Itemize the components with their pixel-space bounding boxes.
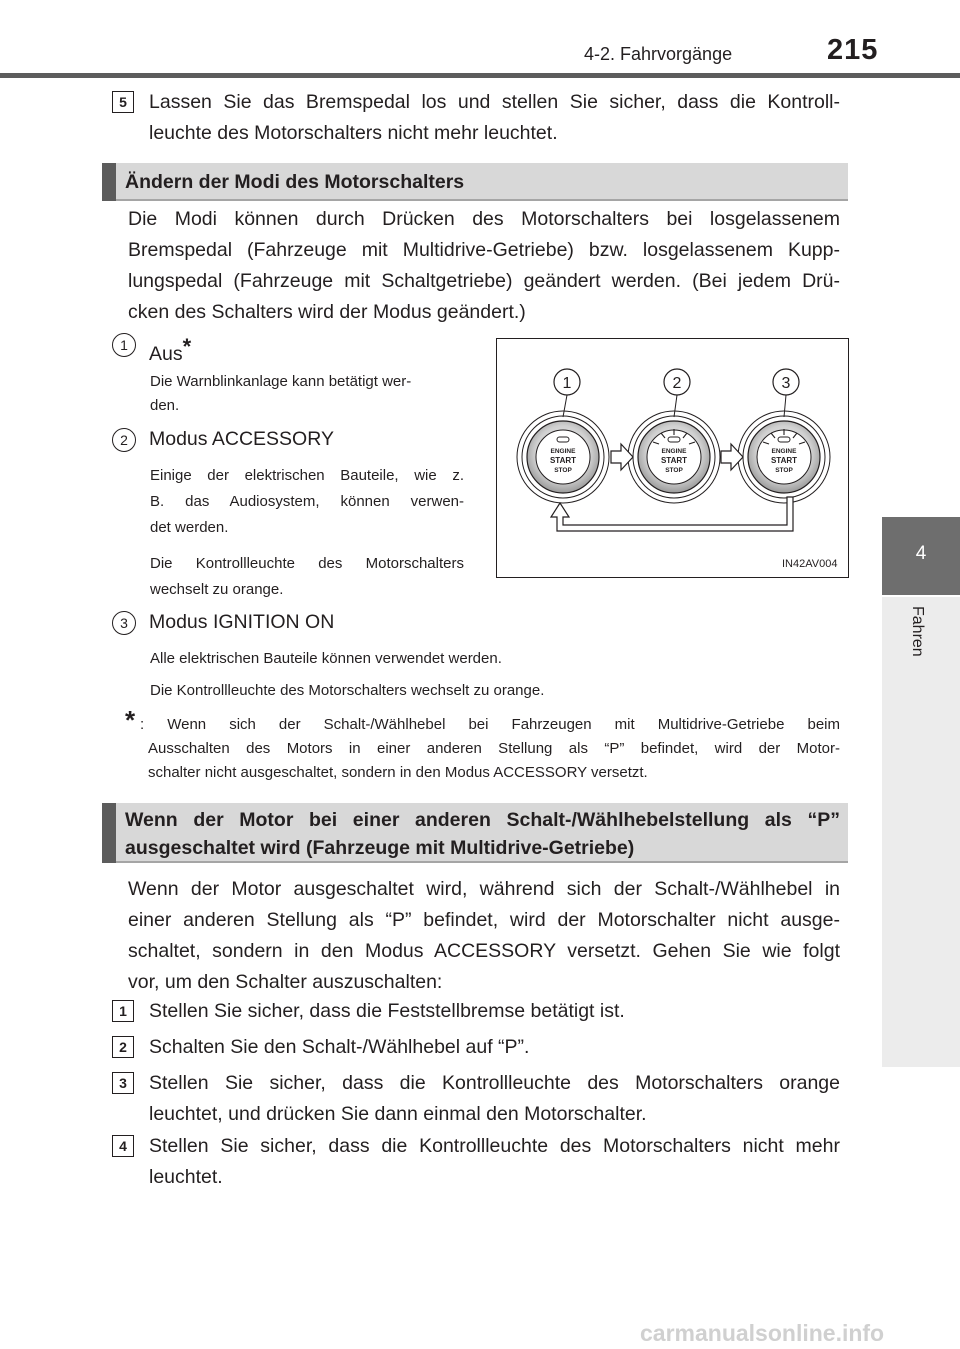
step-text-line: leuchtet, und drücken Sie dann einmal den Motorschalter. xyxy=(149,1103,647,1125)
svg-text:STOP: STOP xyxy=(554,467,572,474)
paragraph-line: Die Modi können durch Drücken des Motorschalters bei losgelassenem xyxy=(128,208,840,230)
step-number-box: 1 xyxy=(112,1000,134,1022)
step-text-line: Stellen Sie sicher, dass die Kontrollleuchte des Motorschalters orange xyxy=(149,1072,840,1094)
svg-text:STOP: STOP xyxy=(665,467,683,474)
step-number-box: 2 xyxy=(112,1036,134,1058)
item-number-circle: 3 xyxy=(112,611,136,635)
item-title: Aus* xyxy=(149,334,192,365)
step-text-line: leuchtet. xyxy=(149,1166,223,1188)
figure-code: IN42AV004 xyxy=(782,558,838,570)
item-description-line: den. xyxy=(150,397,180,414)
footnote-line: Ausschalten des Motors in einer anderen Stellung als “P” befindet, wird der Motor- xyxy=(148,740,840,757)
section-heading: 4-2. Fahrvorgänge xyxy=(584,44,733,64)
footnote-line: : Wenn sich der Schalt-/Wählhebel bei Fahrzeugen mit Multidrive-Getriebe beim xyxy=(140,716,840,733)
item-description-line: Die Kontrollleuchte des Motorschalters wechselt zu orange. xyxy=(150,682,545,699)
engine-button-off xyxy=(517,411,609,503)
item-description-line: Die Warnblinkanlage kann betätigt wer- xyxy=(150,373,412,390)
watermark: carmanualsonline.info xyxy=(640,1320,885,1346)
footnote-mark: * xyxy=(125,705,136,735)
item-description-line: B. das Audiosystem, können verwen- xyxy=(150,493,464,510)
paragraph-line: schaltet, sondern in den Modus ACCESSORY versetzt. Gehen Sie wie folgt xyxy=(128,940,840,962)
item-number-circle: 1 xyxy=(112,333,136,357)
item-description-line: Die Kontrollleuchte des Motorschalters xyxy=(150,555,464,572)
svg-text:STOP: STOP xyxy=(775,467,793,474)
svg-text:ENGINE: ENGINE xyxy=(661,448,687,455)
section-banner-bar xyxy=(102,163,116,201)
paragraph-line: einer anderen Stellung als “P” befindet, wird der Motorschalter nicht ausge- xyxy=(128,909,840,931)
item-description-line: det werden. xyxy=(150,519,229,536)
svg-text:ENGINE: ENGINE xyxy=(550,448,576,455)
arrow-right-icon xyxy=(611,444,633,470)
svg-text:START: START xyxy=(770,456,798,465)
callout-2 xyxy=(664,369,690,417)
step-text-line: Schalten Sie den Schalt-/Wählhebel auf “P”. xyxy=(149,1036,530,1058)
svg-text:START: START xyxy=(549,456,577,465)
section-title-line: Wenn der Motor bei einer anderen Schalt-/Wählhebelstellung als “P” xyxy=(125,809,840,831)
item-number-circle: 2 xyxy=(112,428,136,452)
item-description-line: Alle elektrischen Bauteile können verwendet werden. xyxy=(150,650,502,667)
engine-switch-diagram xyxy=(497,339,848,577)
arrow-right-icon xyxy=(721,444,743,470)
header-rule xyxy=(0,73,960,78)
paragraph-line: vor, um den Schalter auszuschalten: xyxy=(128,971,443,993)
step-number-box: 5 xyxy=(112,91,134,113)
paragraph-line: cken des Schalters wird der Modus geändert.) xyxy=(128,301,526,323)
item-description-line: wechselt zu orange. xyxy=(150,581,284,598)
item-title: Modus IGNITION ON xyxy=(149,611,335,633)
item-description-line: Einige der elektrischen Bauteile, wie z. xyxy=(150,467,464,484)
callout-1-label: 1 xyxy=(562,375,572,392)
callout-3-label: 3 xyxy=(781,375,791,392)
chapter-number: 4 xyxy=(915,543,927,564)
step-number-box: 4 xyxy=(112,1135,134,1157)
section-title-line: ausgeschaltet wird (Fahrzeuge mit Multidrive-Getriebe) xyxy=(125,837,635,859)
step-text-line: Lassen Sie das Bremspedal los und stellen Sie sicher, dass die Kontroll- xyxy=(149,91,840,113)
callout-1 xyxy=(554,369,580,417)
svg-text:START: START xyxy=(660,456,688,465)
engine-switch-figure xyxy=(496,338,849,578)
engine-button-ignition-on xyxy=(738,411,830,503)
paragraph-line: Wenn der Motor ausgeschaltet wird, während sich der Schalt-/Wählhebel in xyxy=(128,878,840,900)
item-title: Modus ACCESSORY xyxy=(149,428,334,450)
chapter-label: Fahren xyxy=(909,606,926,657)
callout-3 xyxy=(773,369,799,417)
page-number: 215 xyxy=(827,34,879,66)
step-number-box: 3 xyxy=(112,1072,134,1094)
section-title: Ändern der Modi des Motorschalters xyxy=(125,171,465,193)
paragraph-line: lungspedal (Fahrzeuge mit Schaltgetriebe) geändert werden. (Bei jedem Drü- xyxy=(128,270,840,292)
step-text-line: leuchte des Motorschalters nicht mehr leuchtet. xyxy=(149,122,558,144)
step-text-line: Stellen Sie sicher, dass die Kontrollleuchte des Motorschalters nicht mehr xyxy=(149,1135,840,1157)
svg-text:ENGINE: ENGINE xyxy=(771,448,797,455)
footnote-line: schalter nicht ausgeschaltet, sondern in den Modus ACCESSORY versetzt. xyxy=(148,764,648,781)
section-banner-bar xyxy=(102,803,116,863)
return-arrow-icon xyxy=(551,497,793,531)
paragraph-line: Bremspedal (Fahrzeuge mit Multidrive-Getriebe) bzw. losgelassenem Kupp- xyxy=(128,239,840,261)
engine-button-accessory xyxy=(628,411,720,503)
callout-2-label: 2 xyxy=(672,375,682,392)
step-text-line: Stellen Sie sicher, dass die Feststellbremse betätigt ist. xyxy=(149,1000,625,1022)
